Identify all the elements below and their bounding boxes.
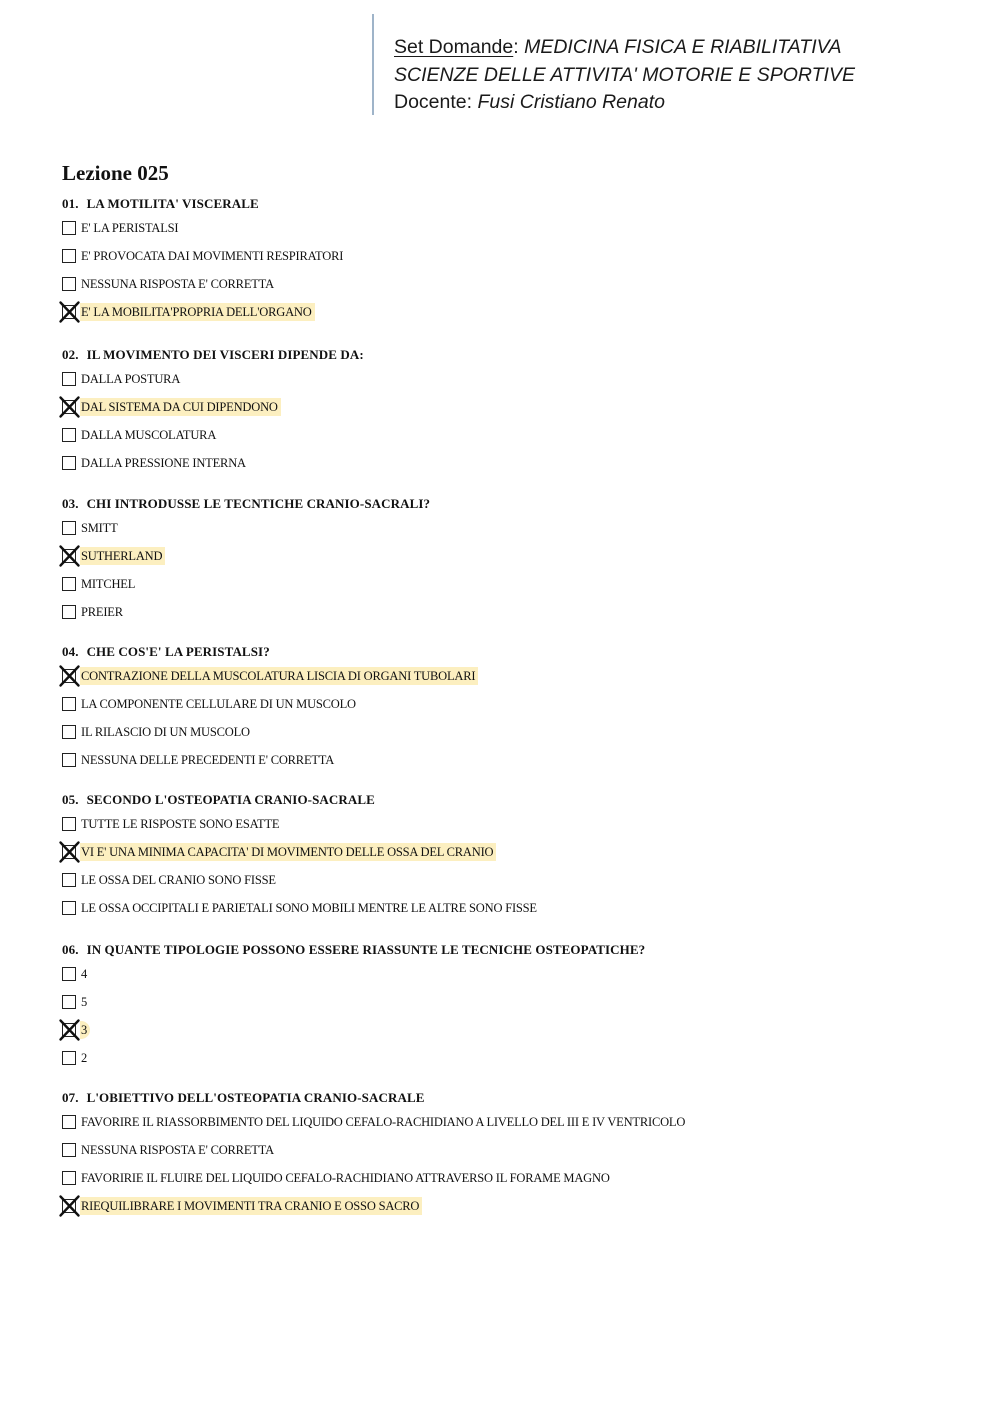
answer-text: NESSUNA RISPOSTA E' CORRETTA bbox=[81, 277, 274, 291]
answer-option[interactable] bbox=[62, 598, 430, 626]
answer-option[interactable] bbox=[62, 570, 430, 598]
question-title bbox=[62, 790, 540, 810]
answer-option[interactable] bbox=[62, 1108, 688, 1136]
answer-text: RIEQUILIBRARE I MOVIMENTI TRA CRANIO E OSSO SACRO bbox=[80, 1197, 422, 1215]
checkbox-icon[interactable] bbox=[62, 1051, 76, 1065]
question-text: LA MOTILITA' VISCERALE bbox=[86, 196, 259, 211]
answer-option[interactable] bbox=[62, 1136, 688, 1164]
cross-mark-icon bbox=[59, 665, 80, 687]
answer-option[interactable] bbox=[62, 421, 364, 449]
question-text: CHE COS'E' LA PERISTALSI? bbox=[86, 644, 270, 659]
checkbox-icon[interactable] bbox=[62, 1115, 76, 1129]
answer-text: NESSUNA RISPOSTA E' CORRETTA bbox=[81, 1143, 274, 1157]
question-text: L'OBIETTIVO DELL'OSTEOPATIA CRANIO-SACRALE bbox=[86, 1090, 425, 1105]
checkbox-checked-icon[interactable] bbox=[62, 400, 76, 414]
cross-mark-icon bbox=[59, 396, 80, 418]
question-number: 07. bbox=[62, 1090, 79, 1105]
answer-text: E' PROVOCATA DAI MOVIMENTI RESPIRATORI bbox=[81, 249, 344, 263]
answer-text: CONTRAZIONE DELLA MUSCOLATURA LISCIA DI ORGANI TUBOLARI bbox=[80, 667, 478, 685]
checkbox-icon[interactable] bbox=[62, 521, 76, 535]
answer-text: FAVORIRE IL RIASSORBIMENTO DEL LIQUIDO CEFALO-RACHIDIANO A LIVELLO DEL III E IV VENTRICOLO bbox=[81, 1115, 686, 1129]
question-text: IN QUANTE TIPOLOGIE POSSONO ESSERE RIASSUNTE LE TECNICHE OSTEOPATICHE? bbox=[86, 942, 646, 957]
answer-text: 2 bbox=[81, 1051, 88, 1065]
checkbox-checked-icon[interactable] bbox=[62, 305, 76, 319]
checkbox-checked-icon[interactable] bbox=[62, 1023, 76, 1037]
answer-option[interactable] bbox=[62, 449, 364, 477]
set-line bbox=[394, 34, 855, 62]
checkbox-icon[interactable] bbox=[62, 456, 76, 470]
answer-text: 5 bbox=[81, 995, 88, 1009]
question-number: 05. bbox=[62, 792, 79, 807]
question-1 bbox=[62, 194, 346, 326]
cross-mark-icon bbox=[59, 1019, 80, 1041]
answer-text: LE OSSA OCCIPITALI E PARIETALI SONO MOBILI MENTRE LE ALTRE SONO FISSE bbox=[81, 901, 537, 915]
answer-text: MITCHEL bbox=[81, 577, 136, 591]
answer-text: E' LA PERISTALSI bbox=[81, 221, 179, 235]
course-name-line2: SCIENZE DELLE ATTIVITA' MOTORIE E SPORTIVE bbox=[394, 63, 855, 86]
answer-option[interactable] bbox=[62, 690, 478, 718]
answer-text: NESSUNA DELLE PRECEDENTI E' CORRETTA bbox=[81, 753, 335, 767]
answer-text: SUTHERLAND bbox=[80, 547, 165, 565]
question-title bbox=[62, 194, 346, 214]
answer-option[interactable] bbox=[62, 960, 645, 988]
answer-text: TUTTE LE RISPOSTE SONO ESATTE bbox=[81, 817, 280, 831]
answer-option[interactable] bbox=[62, 542, 430, 570]
checkbox-icon[interactable] bbox=[62, 428, 76, 442]
answer-option[interactable] bbox=[62, 988, 645, 1016]
question-6 bbox=[62, 940, 645, 1072]
question-3 bbox=[62, 494, 430, 626]
answer-text: 3 bbox=[80, 1021, 90, 1039]
answer-option[interactable] bbox=[62, 838, 540, 866]
checkbox-icon[interactable] bbox=[62, 967, 76, 981]
question-number: 01. bbox=[62, 196, 79, 211]
question-text: CHI INTRODUSSE LE TECNTICHE CRANIO-SACRALI? bbox=[86, 496, 431, 511]
checkbox-icon[interactable] bbox=[62, 577, 76, 591]
answer-text: LE OSSA DEL CRANIO SONO FISSE bbox=[81, 873, 276, 887]
set-separator: : bbox=[513, 36, 519, 58]
answer-option[interactable] bbox=[62, 270, 346, 298]
answer-text: LA COMPONENTE CELLULARE DI UN MUSCOLO bbox=[81, 697, 356, 711]
question-5 bbox=[62, 790, 540, 922]
teacher-name: Fusi Cristiano Renato bbox=[477, 91, 665, 113]
question-title bbox=[62, 940, 645, 960]
checkbox-icon[interactable] bbox=[62, 1143, 76, 1157]
question-number: 04. bbox=[62, 644, 79, 659]
checkbox-icon[interactable] bbox=[62, 753, 76, 767]
answer-option[interactable] bbox=[62, 1164, 688, 1192]
question-number: 06. bbox=[62, 942, 79, 957]
answer-text: VI E' UNA MINIMA CAPACITA' DI MOVIMENTO DELLE OSSA DEL CRANIO bbox=[80, 843, 496, 861]
checkbox-icon[interactable] bbox=[62, 901, 76, 915]
teacher-label: Docente: bbox=[394, 91, 473, 113]
answer-text: PREIER bbox=[81, 605, 123, 619]
answer-option[interactable] bbox=[62, 298, 346, 326]
answer-text: IL RILASCIO DI UN MUSCOLO bbox=[81, 725, 250, 739]
answer-text: E' LA MOBILITA'PROPRIA DELL'ORGANO bbox=[80, 303, 315, 321]
cross-mark-icon bbox=[59, 1195, 80, 1217]
question-7 bbox=[62, 1088, 688, 1220]
answer-option[interactable] bbox=[62, 894, 540, 922]
answer-text: DALLA POSTURA bbox=[81, 372, 181, 386]
checkbox-icon[interactable] bbox=[62, 817, 76, 831]
question-2 bbox=[62, 345, 364, 477]
checkbox-icon[interactable] bbox=[62, 221, 76, 235]
question-title bbox=[62, 642, 478, 662]
answer-option[interactable] bbox=[62, 810, 540, 838]
answer-text: DALLA MUSCOLATURA bbox=[81, 428, 217, 442]
course-name-line1: MEDICINA FISICA E RIABILITATIVA bbox=[524, 36, 842, 58]
course-header bbox=[372, 14, 972, 115]
checkbox-icon[interactable] bbox=[62, 249, 76, 263]
cross-mark-icon bbox=[59, 545, 80, 567]
answer-option[interactable] bbox=[62, 718, 478, 746]
answer-option[interactable] bbox=[62, 662, 478, 690]
answer-text: DALLA PRESSIONE INTERNA bbox=[81, 456, 246, 470]
set-label: Set Domande bbox=[394, 36, 514, 58]
lesson-title: Lezione 025 bbox=[62, 161, 169, 185]
answer-option[interactable] bbox=[62, 1016, 645, 1044]
checkbox-icon[interactable] bbox=[62, 697, 76, 711]
answer-option[interactable] bbox=[62, 746, 478, 774]
question-title bbox=[62, 1088, 688, 1108]
teacher-line bbox=[394, 89, 855, 117]
checkbox-icon[interactable] bbox=[62, 1171, 76, 1185]
answer-option[interactable] bbox=[62, 1044, 645, 1072]
checkbox-icon[interactable] bbox=[62, 995, 76, 1009]
question-title bbox=[62, 345, 364, 365]
checkbox-checked-icon[interactable] bbox=[62, 549, 76, 563]
question-number: 03. bbox=[62, 496, 79, 511]
question-number: 02. bbox=[62, 347, 79, 362]
checkbox-icon[interactable] bbox=[62, 277, 76, 291]
question-text: SECONDO L'OSTEOPATIA CRANIO-SACRALE bbox=[86, 792, 375, 807]
answer-option[interactable] bbox=[62, 242, 346, 270]
answer-option[interactable] bbox=[62, 365, 364, 393]
answer-option[interactable] bbox=[62, 866, 540, 894]
checkbox-checked-icon[interactable] bbox=[62, 1199, 76, 1213]
question-text: IL MOVIMENTO DEI VISCERI DIPENDE DA: bbox=[86, 347, 364, 362]
checkbox-icon[interactable] bbox=[62, 725, 76, 739]
answer-option[interactable] bbox=[62, 514, 430, 542]
answer-option[interactable] bbox=[62, 393, 364, 421]
checkbox-checked-icon[interactable] bbox=[62, 669, 76, 683]
cross-mark-icon bbox=[59, 841, 80, 863]
course-header-text bbox=[394, 34, 855, 117]
answer-option[interactable] bbox=[62, 1192, 688, 1220]
question-title bbox=[62, 494, 430, 514]
answer-text: DAL SISTEMA DA CUI DIPENDONO bbox=[80, 398, 281, 416]
answer-text: SMITT bbox=[81, 521, 118, 535]
answer-option[interactable] bbox=[62, 214, 346, 242]
checkbox-icon[interactable] bbox=[62, 372, 76, 386]
answer-text: 4 bbox=[81, 967, 88, 981]
cross-mark-icon bbox=[59, 301, 80, 323]
question-4 bbox=[62, 642, 478, 774]
answer-text: FAVORIRIE IL FLUIRE DEL LIQUIDO CEFALO-RACHIDIANO ATTRAVERSO IL FORAME MAGNO bbox=[81, 1171, 610, 1185]
checkbox-icon[interactable] bbox=[62, 605, 76, 619]
checkbox-checked-icon[interactable] bbox=[62, 845, 76, 859]
checkbox-icon[interactable] bbox=[62, 873, 76, 887]
